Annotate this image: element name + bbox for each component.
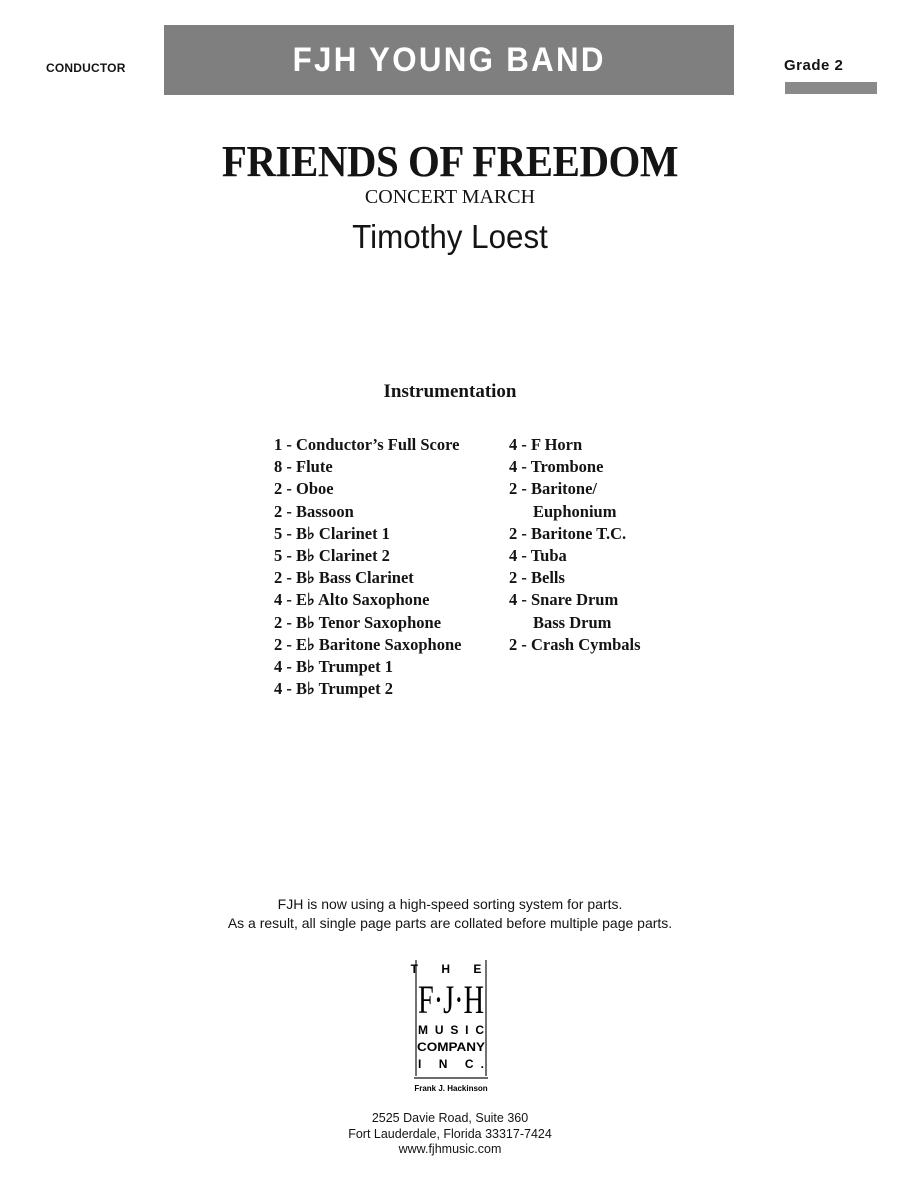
instrument-continuation-text: Bass Drum [533,612,612,632]
instrument-item: 2 - Crash Cymbals [509,634,641,654]
logo-fjh-mark: F·J·H [418,977,484,1022]
instrument-item: 4 - Trombone [509,457,604,477]
logo-the-text: T H E [410,962,492,976]
instrument-item: 2 - Bassoon [274,501,354,521]
logo-founder-text: Frank J. Hackinson [414,1084,488,1093]
instrument-item: 4 - Snare Drum [509,590,619,610]
series-banner [164,25,734,95]
grade-bar [785,82,877,94]
address-line-2: Fort Lauderdale, Florida 33317-7424 [348,1126,552,1141]
sorting-note-line-1: FJH is now using a high-speed sorting system for parts. [277,896,623,912]
instrument-item-continuation [509,612,641,634]
instrument-item: 4 - Tuba [509,546,567,566]
composer-name: Timothy Loest [352,218,548,255]
instrument-item: 8 - Flute [274,457,333,477]
sorting-note [0,895,900,933]
sorting-note-line-2: As a result, all single page parts are collated before multiple page parts. [227,915,673,931]
website-link[interactable]: www.fjhmusic.com [398,1142,502,1156]
instrument-item: 1 - Conductor’s Full Score [274,435,460,454]
instrument-item-continuation [509,501,641,523]
instrument-item: 4 - B♭ Trumpet 1 [274,657,394,677]
instrument-item: 4 - B♭ Trumpet 2 [274,679,394,699]
logo-music-text: MUSIC [418,1023,484,1037]
instrument-item: 5 - B♭ Clarinet 1 [274,523,390,543]
instrumentation-left-column [274,434,461,700]
instrumentation-heading: Instrumentation [383,381,517,402]
page-title: FRIENDS OF FREEDOM [221,137,679,186]
instrument-item: 2 - Oboe [274,479,334,499]
instrument-item: 4 - E♭ Alto Saxophone [274,590,430,610]
instrumentation-right-column [509,434,641,656]
instrument-item: 2 - Baritone/ [509,479,597,499]
logo-company-text: COMPANY [417,1040,485,1054]
conductor-label: CONDUCTOR [46,61,126,75]
instrument-item: 2 - B♭ Bass Clarinet [274,568,414,588]
instrument-item: 5 - B♭ Clarinet 2 [274,546,390,566]
instrument-item: 2 - E♭ Baritone Saxophone [274,634,462,654]
address-line-1: 2525 Davie Road, Suite 360 [371,1111,529,1125]
fjh-logo [410,958,492,1094]
subtitle: CONCERT MARCH [364,186,536,208]
logo-inc-text: I N C. [418,1057,484,1071]
instrument-item: 2 - Bells [509,568,565,588]
series-title: FJH YOUNG BAND [292,40,606,79]
publisher-address [0,1111,900,1158]
instrument-item: 2 - B♭ Tenor Saxophone [274,612,442,632]
instrument-item: 4 - F Horn [509,435,583,454]
instrument-continuation-text: Euphonium [533,501,617,521]
instrument-item: 2 - Baritone T.C. [509,523,627,543]
grade-label: Grade 2 [784,57,844,74]
